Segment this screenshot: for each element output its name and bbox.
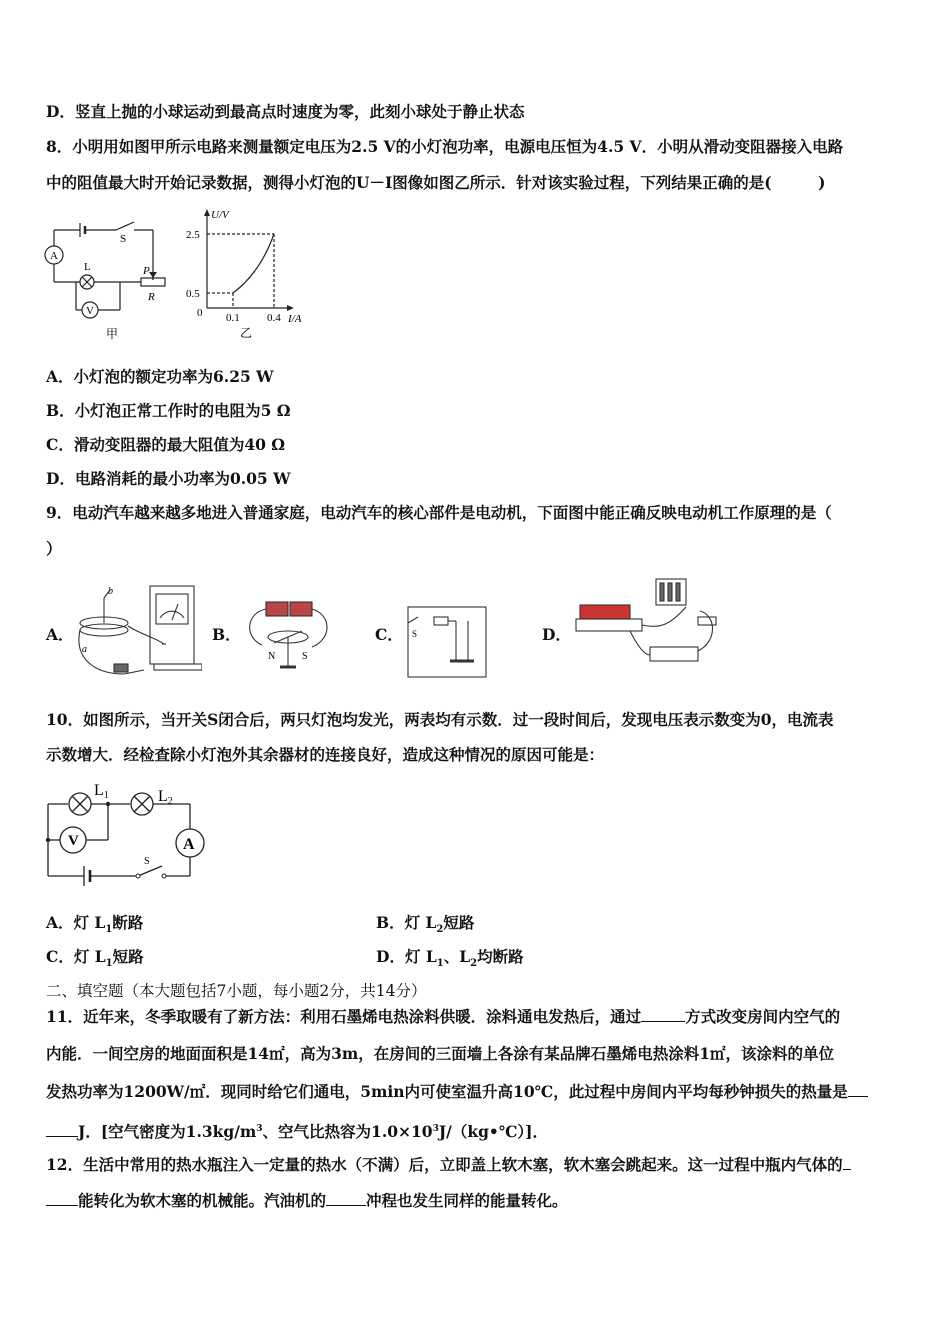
q8-option-a: A．小灯泡的额定功率为6.25 W (46, 367, 274, 386)
graph-ytick-2_5: 2.5 (186, 229, 200, 241)
q8-option-d: D．电路消耗的最小功率为0.05 W (46, 469, 291, 488)
figa-label-a: a (82, 644, 87, 655)
graph-ylabel: U/V (211, 209, 229, 221)
q9-figure-a (74, 578, 202, 682)
q11-blank-1[interactable] (641, 1007, 685, 1022)
q9-stem-line1: 9．电动汽车越来越多地进入普通家庭，电动汽车的核心部件是电动机，下面图中能正确反映电动机工作原理的是（ (46, 503, 832, 522)
graph-xlabel: I/A (288, 313, 302, 325)
q12-blank-2[interactable] (326, 1191, 366, 1206)
section2-title: 二、填空题（本大题包括7小题，每小题2分，共14分） (46, 982, 427, 1000)
q12-blank-1b[interactable] (46, 1191, 78, 1206)
q9-option-b-label: B． (212, 625, 241, 644)
fig-jia-caption: 甲 (106, 327, 119, 341)
q11-line2: 内能．一间空房的地面面积是14㎡，高为3m，在房间的三面墙上各涂有某品牌石墨烯电热涂料1㎡，该涂料的单位 (46, 1044, 835, 1063)
q12-blank-1a[interactable] (843, 1155, 851, 1170)
figb-label-s: S (302, 651, 308, 662)
slider-label: P (143, 265, 150, 277)
fig-yi-caption: 乙 (240, 326, 253, 340)
q8-ui-graph (185, 203, 315, 343)
q8-option-c: C．滑动变阻器的最大阻值为40 Ω (46, 435, 286, 454)
q10-option-a: A．灯 $L_1$断路 (46, 913, 144, 936)
q10-l1-label: L (94, 782, 104, 799)
ammeter-label: A (50, 250, 58, 262)
graph-origin: 0 (197, 307, 203, 319)
q9-figure-c (404, 603, 489, 679)
q10-option-b: B．灯 $L_2$短路 (376, 913, 475, 936)
q10-voltmeter-label: V (68, 833, 79, 849)
q10-option-d: D．灯 $L_1$、$L_2$均断路 (376, 947, 524, 970)
q9-stem-line2: ） (46, 539, 62, 558)
q10-circuit-figure (40, 780, 210, 893)
svg-text:L2 (158, 788, 173, 807)
q8-circuit-figure (40, 210, 180, 345)
lamp-label: L (84, 261, 91, 273)
rheostat-label: R (148, 291, 155, 303)
q11-line4: J．[空气密度为$1.3kg/m^3$、空气比热容为$1.0\times 10^3J/(kg•℃)$]． (46, 1119, 548, 1142)
q11-line3: 发热功率为1200W/㎡．现同时给它们通电，5min内可使室温升高10℃，此过程中房间内平均每秒钟损失的热量是 (46, 1082, 868, 1102)
q12-line2: 能转化为软木塞的机械能。汽油机的 冲程也发生同样的能量转化。 (46, 1191, 568, 1211)
q9-figure-d (570, 571, 732, 679)
q9-figure-b (240, 597, 335, 679)
graph-xtick-0_4: 0.4 (267, 312, 281, 324)
switch-label: S (120, 233, 127, 245)
graph-xtick-0_1: 0.1 (226, 312, 240, 324)
figb-label-n: N (268, 651, 276, 662)
q9-option-c-label: C． (375, 625, 403, 644)
q9-option-d-label: D． (542, 625, 571, 644)
q7-option-d: D．竖直上抛的小球运动到最高点时速度为零，此刻小球处于静止状态 (46, 102, 525, 121)
q10-option-c: C．灯 $L_1$短路 (46, 947, 144, 970)
q8-stem-line1: 8．小明用如图甲所示电路来测量额定电压为2.5 V的小灯泡功率，电源电压恒为4.5 V．小明从滑动变阻器接入电路 (46, 137, 844, 156)
q10-l1-sub: 1 (103, 790, 109, 801)
q10-ammeter-label: A (183, 836, 195, 853)
figa-label-b: b (108, 586, 113, 597)
q12-line1: 12．生活中常用的热水瓶注入一定量的热水（不满）后，立即盖上软木塞，软木塞会跳起来。这一过程中瓶内气体的 (46, 1155, 851, 1175)
q9-option-a-label: A． (46, 625, 74, 644)
q11-line1: 11．近年来，冬季取暖有了新方法：利用石墨烯电热涂料供暖．涂料通电发热后，通过 方式改变房间内空气的 (46, 1007, 841, 1026)
q8-option-b: B．小灯泡正常工作时的电阻为5 Ω (46, 401, 291, 420)
q10-l2-sub: 2 (167, 796, 173, 807)
q10-stem-line2: 示数增大．经检查除小灯泡外其余器材的连接良好，造成这种情况的原因可能是： (46, 745, 605, 764)
q10-switch-label: S (144, 856, 150, 867)
svg-text:L1 (94, 782, 109, 801)
q10-l2-label: L (158, 788, 168, 805)
q11-blank-2a[interactable] (848, 1082, 868, 1097)
q11-blank-2b[interactable] (46, 1122, 78, 1137)
q8-stem-line2: 中的阻值最大时开始记录数据，测得小灯泡的U－I图像如图乙所示．针对该实验过程，下列结果正确的是( ) (46, 173, 826, 192)
figc-label-s: S (412, 629, 418, 639)
voltmeter-label: V (86, 305, 94, 317)
q10-stem-line1: 10．如图所示，当开关S闭合后，两只灯泡均发光，两表均有示数．过一段时间后，发现电压表示数变为0，电流表 (46, 710, 834, 729)
graph-ytick-0_5: 0.5 (186, 288, 200, 300)
